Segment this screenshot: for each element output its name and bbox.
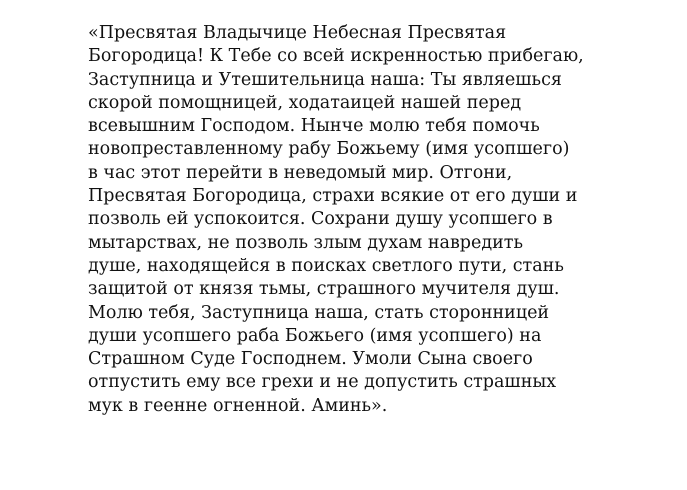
prayer-line-6: новопреставленному рабу Божьему (имя усопшего) (88, 139, 570, 160)
prayer-line-5: всевышним Господом. Нынче молю тебя помочь (88, 116, 540, 137)
prayer-line-8: Пресвятая Богородица, страхи всякие от его души и (88, 186, 578, 207)
prayer-line-7: в час этот перейти в неведомый мир. Отгони, (88, 162, 513, 183)
prayer-line-3: Заступница и Утешительница наша: Ты являешься (88, 69, 562, 90)
prayer-line-2: Богородица! К Тебе со всей искренностью прибегаю, (88, 46, 584, 67)
prayer-line-11: душе, находящейся в поисках светлого пути, стань (88, 255, 564, 276)
prayer-text (88, 22, 658, 418)
prayer-line-10: мытарствах, не позволь злым духам навредить (88, 232, 524, 253)
prayer-line-12: защитой от князя тьмы, страшного мучителя душ. (88, 279, 560, 300)
prayer-line-1: «Пресвятая Владычице Небесная Пресвятая (88, 23, 507, 43)
prayer-line-16: отпустить ему все грехи и не допустить страшных (88, 372, 557, 393)
prayer-line-15: Страшном Суде Господнем. Умоли Сына своего (88, 349, 533, 370)
prayer-line-13: Молю тебя, Заступница наша, стать сторонницей (88, 302, 550, 323)
prayer-line-9: позволь ей успокоится. Сохрани душу усопшего в (88, 209, 553, 230)
prayer-line-4: скорой помощницей, ходатаицей нашей перед (88, 92, 522, 113)
prayer-line-14: души усопшего раба Божьего (имя усопшего) на (88, 325, 542, 346)
prayer-line-17: мук в геенне огненной. Аминь». (88, 395, 388, 416)
